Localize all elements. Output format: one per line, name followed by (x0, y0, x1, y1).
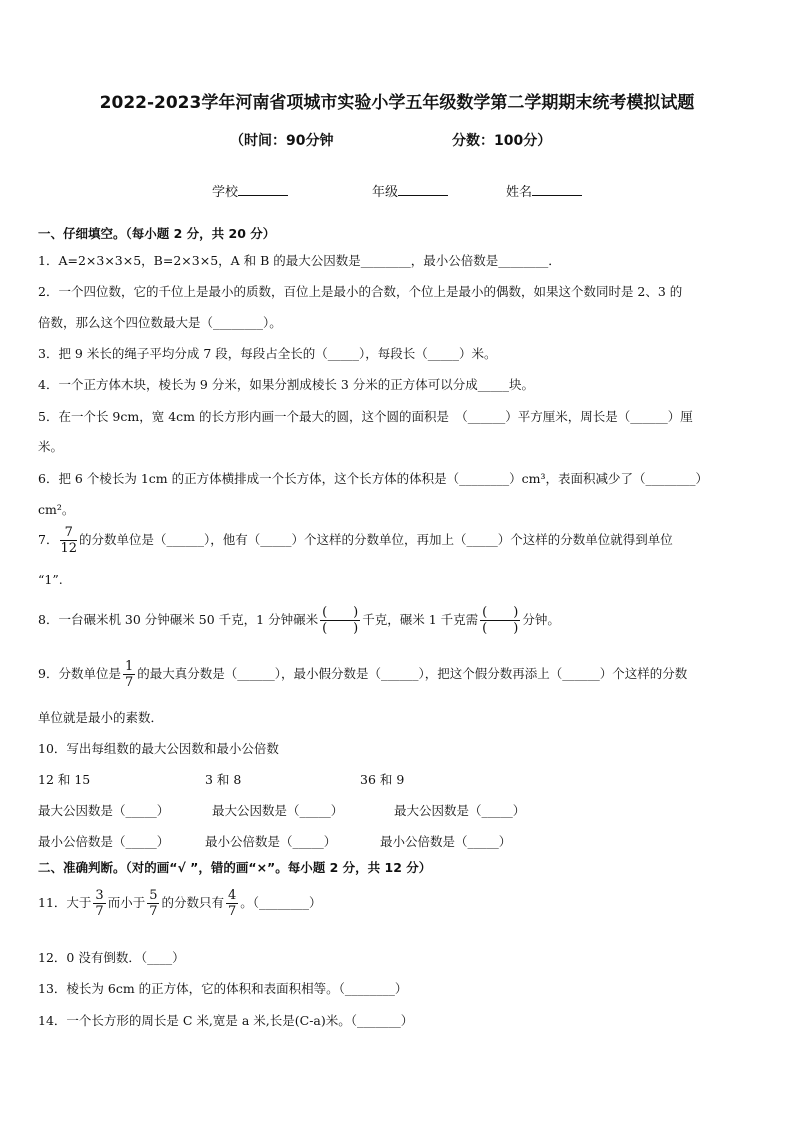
exam-time: （时间：90分钟 (230, 133, 334, 149)
fraction-denominator: 7 (228, 904, 237, 919)
fraction-7-12 (60, 525, 77, 556)
q10-group-1: 12 和 15 (38, 772, 91, 787)
fraction-blank-denominator: ( ) (482, 621, 519, 636)
q10-group-2: 3 和 8 (205, 772, 242, 787)
q10-gcd-2: 最大公因数是（_____） (212, 803, 344, 818)
question-11 (38, 888, 322, 919)
q10-lcm-2: 最小公倍数是（_____） (205, 834, 337, 849)
q10-lcm-3: 最小公倍数是（_____） (380, 834, 512, 849)
name-field (506, 181, 582, 200)
q10-group-3: 36 和 9 (360, 772, 405, 787)
question-8 (38, 605, 560, 636)
fraction-denominator: 7 (149, 904, 158, 919)
question-4: 4．一个正方体木块，棱长为 9 分米，如果分割成棱长 3 分米的正方体可以分成_____块。 (38, 377, 535, 392)
q11-prefix: 11．大于 (38, 895, 92, 910)
school-label: 学校 (212, 185, 239, 200)
question-6-line-1: 6．把 6 个棱长为 1cm 的正方体横排成一个长方体，这个长方体的体积是（________）cm³，表面积减少了（________） (38, 471, 708, 486)
question-5-line-1: 5．在一个长 9cm，宽 4cm 的长方形内画一个最大的圆，这个圆的面积是 （______）平方厘米，周长是（______）厘 (38, 409, 693, 424)
fraction-3-7 (93, 888, 105, 919)
school-field (212, 181, 288, 200)
fraction-numerator: 3 (95, 888, 104, 903)
fraction-blank-denominator: ( ) (322, 621, 359, 636)
question-13: 13．棱长为 6cm 的正方体，它的体积和表面积相等。（________） (38, 981, 408, 996)
q10-gcd-1: 最大公因数是（_____） (38, 803, 170, 818)
q8-suffix: 分钟。 (522, 612, 560, 627)
fraction-4-7 (226, 888, 238, 919)
question-9-line-2: 单位就是最小的素数． (38, 710, 164, 725)
q9-prefix: 9．分数单位是 (38, 666, 121, 681)
fraction-numerator: 1 (124, 659, 134, 674)
question-5-line-2: 米。 (38, 439, 64, 454)
q9-text: 的最大真分数是（______），最小假分数是（______），把这个假分数再添上（______）个这样的分数 (137, 666, 688, 681)
q11-mid-1: 而小于 (107, 895, 146, 910)
fraction-blank-2[interactable] (480, 605, 520, 636)
question-7-line-2: “1”. (38, 572, 63, 587)
fraction-blank-numerator: ( ) (482, 605, 519, 620)
exam-title: 2022-2023学年河南省项城市实验小学五年级数学第二学期期末统考模拟试题 (99, 93, 695, 113)
q11-suffix: 。（________） (240, 895, 322, 910)
question-7-line-1 (38, 525, 673, 556)
q10-lcm-1: 最小公倍数是（_____） (38, 834, 170, 849)
section-1-title: 一、仔细填空。（每小题 2 分，共 20 分） (38, 226, 276, 241)
name-blank[interactable] (532, 183, 582, 196)
section-2-title: 二、准确判断。（对的画“√ ”，错的画“×”。每小题 2 分，共 12 分） (38, 860, 432, 875)
fraction-denominator: 7 (124, 675, 134, 690)
q7-prefix: 7． (38, 532, 59, 547)
q8-mid: 千克，碾米 1 千克需 (362, 612, 479, 627)
grade-blank[interactable] (398, 183, 448, 196)
grade-label: 年级 (372, 185, 399, 200)
question-2-line-2: 倍数，那么这个四位数最大是（________）。 (38, 315, 282, 330)
q7-text: 的分数单位是（______），他有（_____）个这样的分数单位，再加上（_____）个这样的分数单位就得到单位 (79, 532, 673, 547)
fraction-denominator: 12 (60, 541, 77, 556)
fraction-5-7 (147, 888, 159, 919)
fraction-denominator: 7 (95, 904, 104, 919)
question-10-title: 10．写出每组数的最大公因数和最小公倍数 (38, 741, 279, 756)
fraction-numerator: 5 (149, 888, 158, 903)
fraction-blank-numerator: ( ) (322, 605, 359, 620)
q10-gcd-3: 最大公因数是（_____） (394, 803, 526, 818)
grade-field (372, 181, 448, 200)
question-1: 1．A=2×3×3×5，B=2×3×5，A 和 B 的最大公因数是________，最小公倍数是________． (38, 253, 561, 268)
question-12: 12．0 没有倒数．（____） (38, 950, 185, 965)
question-2-line-1: 2．一个四位数，它的千位上是最小的质数，百位上是最小的合数，个位上是最小的偶数，如果这个数同时是 2、3 的 (38, 284, 683, 299)
fraction-numerator: 4 (228, 888, 237, 903)
q11-mid-2: 的分数只有 (161, 895, 224, 910)
fraction-numerator: 7 (60, 525, 77, 541)
q8-prefix: 8．一台碾米机 30 分钟碾米 50 千克，1 分钟碾米 (38, 612, 319, 627)
name-label: 姓名 (506, 185, 533, 200)
question-14: 14．一个长方形的周长是 C 米,宽是 a 米,长是(C-a)米。（_______） (38, 1013, 414, 1028)
school-blank[interactable] (238, 183, 288, 196)
fraction-1-7 (123, 659, 135, 690)
exam-score: 分数：100分） (452, 133, 552, 149)
fraction-blank-1[interactable] (320, 605, 360, 636)
question-6-line-2: cm²。 (38, 502, 75, 517)
question-9-line-1 (38, 659, 687, 690)
question-3: 3．把 9 米长的绳子平均分成 7 段，每段占全长的（_____），每段长（_____）米。 (38, 346, 497, 361)
